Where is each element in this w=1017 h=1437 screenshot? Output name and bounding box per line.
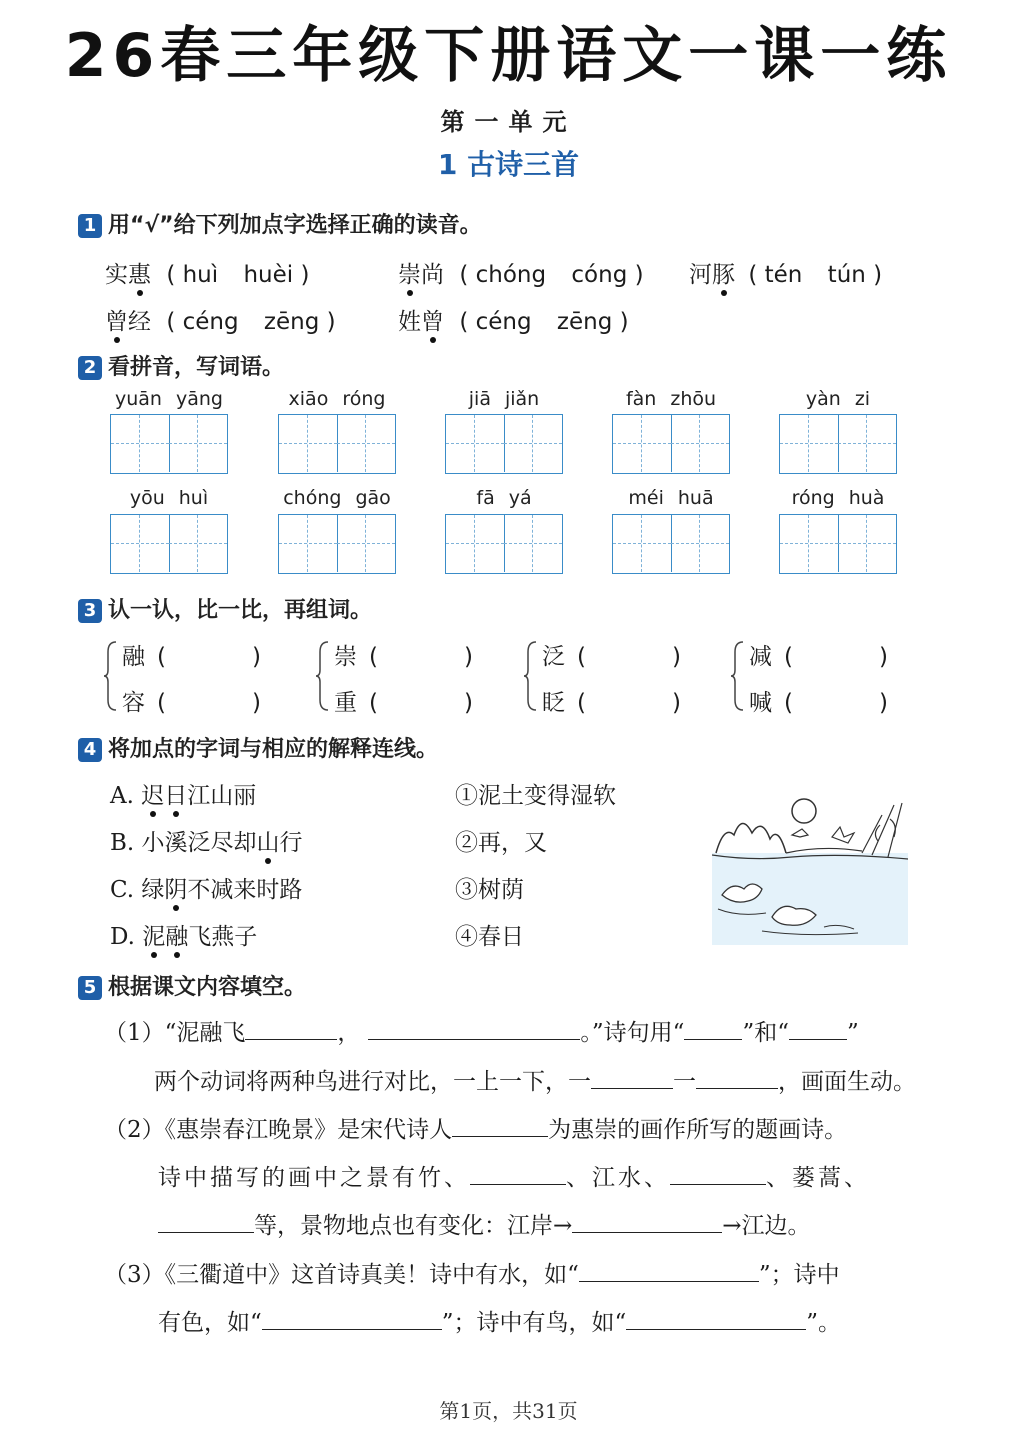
q4-left-item-a[interactable]: A. 迟日江山丽 (110, 783, 257, 809)
pinyin-label (439, 487, 569, 509)
pinyin-syllable: yàn (805, 388, 841, 410)
q5-line-5 (158, 1207, 811, 1240)
writing-cell[interactable] (279, 415, 338, 472)
q5-text: ”；诗中 (758, 1262, 840, 1288)
q1-option-b[interactable]: tún (827, 262, 866, 288)
answer-blank[interactable] (684, 1019, 742, 1040)
q1-option-a[interactable]: céng (475, 309, 532, 335)
q3-char: 喊 (749, 690, 772, 716)
q3-char-row (542, 638, 681, 671)
river-scene-illustration (712, 795, 908, 945)
answer-blank[interactable] (245, 1019, 337, 1040)
right-paren: ) (878, 690, 888, 716)
q3-char: 泛 (542, 644, 565, 670)
writing-cell[interactable] (169, 515, 227, 572)
q1-option-b[interactable]: huèi (243, 262, 294, 288)
q5-text: →江边。 (722, 1213, 811, 1239)
q4-right-item-2[interactable]: ②再，又 (455, 830, 547, 856)
q3-char-row (122, 684, 261, 717)
pinyin-syllable: yāng (175, 388, 223, 410)
right-paren: ) (878, 644, 888, 670)
q5-text: 诗中描写的画中之景有竹、 (158, 1165, 470, 1191)
lesson-heading: 1 古诗三首 (437, 148, 580, 181)
q3-text: 认一认，比一比，再组词。 (108, 598, 373, 623)
q3-number: 3 (78, 599, 102, 623)
right-paren: ) (251, 644, 261, 670)
q1-word: 河豚 (689, 262, 735, 288)
q3-char: 重 (334, 690, 357, 716)
q3-char: 崇 (334, 644, 357, 670)
left-paren: ( (577, 690, 586, 716)
left-paren: ( (784, 644, 793, 670)
writing-cell[interactable] (613, 515, 672, 572)
left-paren: ( (157, 644, 166, 670)
pinyin-label (272, 487, 402, 509)
left-paren: ( (369, 690, 378, 716)
q1-heading (78, 208, 482, 239)
writing-cell[interactable] (504, 415, 562, 472)
answer-blank[interactable] (262, 1309, 442, 1330)
q3-char-row (749, 684, 888, 717)
pinyin-syllable: huā (677, 487, 714, 509)
pinyin-syllable: yōu (129, 487, 165, 509)
right-paren: ) (671, 644, 681, 670)
q5-text: ， (337, 1020, 361, 1046)
writing-cell[interactable] (111, 515, 170, 572)
q4-right-item-3[interactable]: ③树荫 (455, 877, 524, 903)
right-paren: ) (463, 690, 473, 716)
unit-heading: 第一单元 (440, 107, 577, 136)
pinyin-label (773, 388, 903, 410)
q1-text: 用“√”给下列加点字选择正确的读音。 (108, 213, 482, 238)
q5-line-4 (158, 1159, 870, 1192)
pinyin-syllable: yá (508, 487, 532, 509)
answer-blank[interactable] (591, 1068, 673, 1089)
writing-cell[interactable] (780, 415, 839, 472)
q2-number: 2 (78, 356, 102, 380)
q5-line-3 (104, 1111, 847, 1144)
q4-heading (78, 732, 438, 763)
answer-blank[interactable] (696, 1068, 778, 1089)
answer-blank[interactable] (670, 1164, 766, 1185)
writing-grid[interactable] (110, 514, 228, 574)
pinyin-syllable: chóng (283, 487, 342, 509)
pinyin-syllable: zi (854, 388, 871, 410)
brace-icon (104, 640, 118, 716)
answer-blank[interactable] (789, 1019, 847, 1040)
q5-text: ，画面生动。 (778, 1069, 916, 1095)
right-paren: ) (251, 690, 261, 716)
left-paren: ( (369, 644, 378, 670)
brace-icon (731, 640, 745, 716)
q1-option-a[interactable]: céng (182, 309, 239, 335)
q3-char: 眨 (542, 690, 565, 716)
pinyin-syllable: fàn (625, 388, 657, 410)
writing-cell[interactable] (671, 515, 729, 572)
q4-left-item-b[interactable]: B. 小溪泛尽却山行 (110, 830, 303, 856)
writing-grid[interactable] (445, 514, 563, 574)
q5-text: （2）《惠崇春江晚景》是宋代诗人 (104, 1117, 453, 1143)
q4-right-item-4[interactable]: ④春日 (455, 924, 524, 950)
q3-char-row (334, 684, 473, 717)
q5-number: 5 (78, 976, 102, 1000)
left-paren: ( (157, 690, 166, 716)
q5-text: 、蒌蒿、 (766, 1165, 870, 1191)
q3-heading (78, 593, 372, 624)
writing-cell[interactable] (838, 515, 896, 572)
answer-blank[interactable] (572, 1212, 722, 1233)
q5-line-1 (104, 1014, 859, 1047)
answer-blank[interactable] (158, 1212, 254, 1233)
q1-word: 实惠 (105, 262, 151, 288)
brace-icon (524, 640, 538, 716)
pinyin-syllable: gāo (355, 487, 391, 509)
answer-blank[interactable] (452, 1116, 548, 1137)
pinyin-syllable: jiǎn (504, 388, 540, 410)
pinyin-syllable: yuān (115, 388, 162, 410)
q5-text: 根据课文内容填空。 (108, 975, 307, 1000)
pinyin-label (606, 487, 736, 509)
writing-cell[interactable] (337, 515, 395, 572)
q3-char-row (122, 638, 261, 671)
q5-line-7 (158, 1304, 841, 1337)
q1-word: 崇尚 (398, 262, 444, 288)
q1-item-3: 河豚 ( tén tún ) (689, 262, 883, 288)
writing-grid[interactable] (278, 514, 396, 574)
q1-item-2: 崇尚 ( chóng cóng ) (398, 262, 644, 288)
writing-cell[interactable] (446, 415, 505, 472)
brace-icon (316, 640, 330, 716)
q1-option-a[interactable]: tén (764, 262, 803, 288)
writing-grid[interactable] (612, 414, 730, 474)
pinyin-syllable: xiāo (288, 388, 329, 410)
q1-word: 曾经 (105, 309, 151, 335)
writing-cell[interactable] (169, 415, 227, 472)
pinyin-syllable: jiā (468, 388, 491, 410)
q3-char: 减 (749, 644, 772, 670)
writing-cell[interactable] (780, 515, 839, 572)
left-paren: ( (784, 690, 793, 716)
q1-option-a[interactable]: chóng (475, 262, 547, 288)
pinyin-label (606, 388, 736, 410)
q5-line-6 (104, 1256, 840, 1289)
q5-heading (78, 970, 306, 1001)
q1-item-4: 曾经 ( céng zēng ) (105, 309, 336, 335)
q2-heading (78, 350, 284, 381)
pinyin-syllable: zhōu (670, 388, 717, 410)
q3-char-row (334, 638, 473, 671)
writing-grid[interactable] (779, 514, 897, 574)
pinyin-label (104, 487, 234, 509)
q5-text: （3）《三衢道中》这首诗真美！诗中有水，如“ (104, 1262, 579, 1288)
answer-blank[interactable] (368, 1019, 580, 1040)
q3-char-row (749, 638, 888, 671)
q1-item-5: 姓曾 ( céng zēng ) (398, 309, 629, 335)
pinyin-syllable: róng (342, 388, 386, 410)
writing-cell[interactable] (504, 515, 562, 572)
pinyin-syllable: fā (476, 487, 495, 509)
pinyin-syllable: róng (791, 487, 835, 509)
writing-cell[interactable] (279, 515, 338, 572)
left-paren: ( (577, 644, 586, 670)
q4-left-item-c[interactable]: C. 绿阴不减来时路 (110, 877, 303, 903)
pinyin-syllable: méi (628, 487, 664, 509)
pinyin-label (272, 388, 402, 410)
q5-text: 有色，如“ (158, 1310, 262, 1336)
q4-text: 将加点的字词与相应的解释连线。 (108, 737, 439, 762)
q3-char: 容 (122, 690, 145, 716)
q5-text: 、江水、 (566, 1165, 670, 1191)
q5-text: ” (846, 1020, 859, 1046)
q5-text: 两个动词将两种鸟进行对比，一上一下，一 (154, 1069, 591, 1095)
writing-cell[interactable] (613, 415, 672, 472)
answer-blank[interactable] (626, 1309, 806, 1330)
q5-text: 一 (673, 1069, 696, 1095)
q1-number: 1 (78, 214, 102, 238)
q1-item-1: 实惠 ( huì huèi ) (105, 262, 310, 288)
q1-option-b[interactable]: zēng (263, 309, 320, 335)
q5-text: 等，景物地点也有变化：江岸→ (254, 1213, 573, 1239)
q5-line-2 (154, 1063, 916, 1096)
q5-text: 。”诗句用“ (580, 1020, 685, 1046)
q5-text: ”和“ (742, 1020, 789, 1046)
q3-char-row (542, 684, 681, 717)
pinyin-label (104, 388, 234, 410)
q4-left-item-d[interactable]: D. 泥融飞燕子 (110, 924, 258, 950)
page-title: 26春三年级下册语文一课一练 (64, 21, 953, 91)
q3-char: 融 (122, 644, 145, 670)
pinyin-label (773, 487, 903, 509)
answer-blank[interactable] (579, 1261, 759, 1282)
q5-text: ”；诗中有鸟，如“ (441, 1310, 627, 1336)
writing-cell[interactable] (671, 415, 729, 472)
q4-number: 4 (78, 738, 102, 762)
writing-grid[interactable] (110, 414, 228, 474)
pinyin-syllable: huì (178, 487, 209, 509)
q1-option-b[interactable]: cóng (571, 262, 628, 288)
writing-grid[interactable] (612, 514, 730, 574)
writing-grid[interactable] (445, 414, 563, 474)
q1-word: 姓曾 (398, 309, 444, 335)
writing-cell[interactable] (337, 415, 395, 472)
writing-cell[interactable] (446, 515, 505, 572)
writing-cell[interactable] (111, 415, 170, 472)
q5-text: ”。 (806, 1310, 842, 1336)
writing-cell[interactable] (838, 415, 896, 472)
page-number-footer: 第1页，共31页 (439, 1399, 578, 1423)
q1-option-b[interactable]: zēng (556, 309, 613, 335)
writing-grid[interactable] (779, 414, 897, 474)
pinyin-label (439, 388, 569, 410)
right-paren: ) (463, 644, 473, 670)
q1-option-a[interactable]: huì (182, 262, 219, 288)
writing-grid[interactable] (278, 414, 396, 474)
q5-text: 为惠崇的画作所写的题画诗。 (548, 1117, 848, 1143)
q5-text: （1）“泥融飞 (104, 1020, 246, 1046)
pinyin-syllable: huà (848, 487, 885, 509)
q4-right-item-1[interactable]: ①泥土变得湿软 (455, 783, 616, 809)
answer-blank[interactable] (470, 1164, 566, 1185)
q2-text: 看拼音，写词语。 (108, 355, 285, 380)
right-paren: ) (671, 690, 681, 716)
